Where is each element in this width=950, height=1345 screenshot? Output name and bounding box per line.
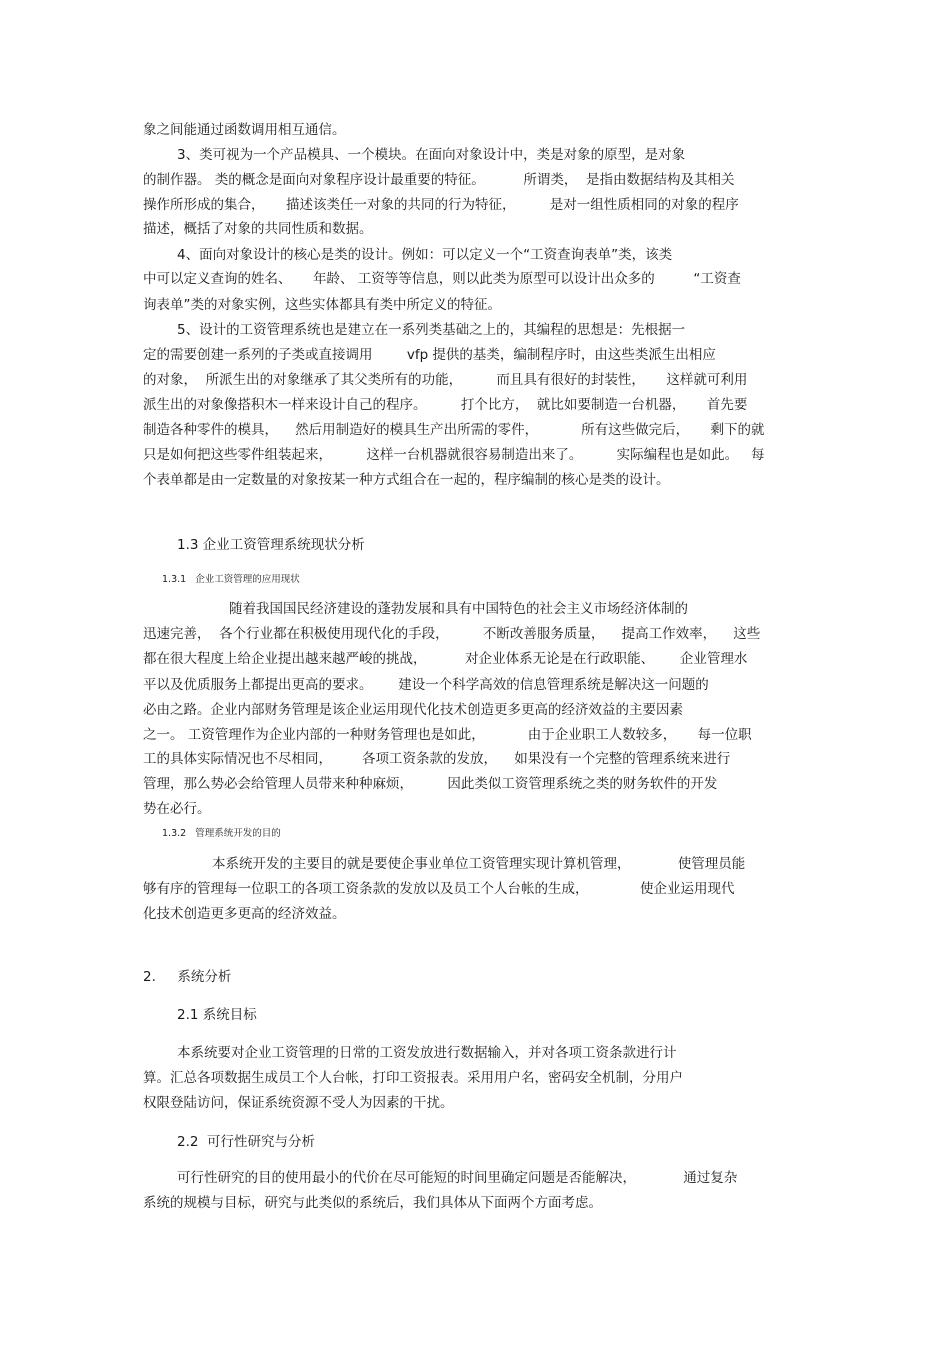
paragraph-line: 只是如何把这些零件组装起来， 这样一台机器就很容易制造出来了。 实际编程也是如此。 每 bbox=[143, 447, 765, 463]
paragraph-line: 操作所形成的集合， 描述该类任一对象的共同的行为特征， 是对一组性质相同的对象的程序 bbox=[143, 197, 739, 213]
paragraph-line: 够有序的管理每一位职工的各项工资条款的发放以及员工个人台帐的生成， 使企业运用现代 bbox=[143, 881, 735, 897]
paragraph-line: 询表单”类的对象实例，这些实体都具有类中所定义的特征。 bbox=[143, 297, 501, 313]
paragraph-line: 中可以定义查询的姓名、 年龄、 工资等等信息，则以此类为原型可以设计出众多的 “工资查 bbox=[143, 271, 741, 287]
subsection-heading: 1.3.1 企业工资管理的应用现状 bbox=[162, 574, 300, 585]
section-heading: 2.2 可行性研究与分析 bbox=[177, 1134, 316, 1150]
paragraph-line: 工的具体实际情况也不尽相同， 各项工资条款的发放， 如果没有一个完整的管理系统来进行 bbox=[143, 751, 731, 767]
paragraph-line: 的对象， 所派生出的对象继承了其父类所有的功能， 而且具有很好的封装性， 这样就可利用 bbox=[143, 372, 748, 388]
paragraph-line: 本系统要对企业工资管理的日常的工资发放进行数据输入，并对各项工资条款进行计 bbox=[177, 1045, 677, 1061]
paragraph-line: 本系统开发的主要目的就是要使企事业单位工资管理实现计算机管理， 使管理员能 bbox=[212, 856, 746, 872]
paragraph-line: 定的需要创建一系列的子类或直接调用 vfp 提供的基类，编制程序时，由这些类派生出相应 bbox=[143, 347, 716, 363]
paragraph-line: 之一。 工资管理作为企业内部的一种财务管理也是如此， 由于企业职工人数较多， 每一位职 bbox=[143, 727, 752, 743]
paragraph-line: 描述，概括了对象的共同性质和数据。 bbox=[143, 221, 373, 237]
paragraph-line: 权限登陆访问，保证系统资源不受人为因素的干扰。 bbox=[143, 1095, 454, 1111]
subsection-heading: 1.3.2 管理系统开发的目的 bbox=[162, 828, 281, 839]
section-heading: 2.1 系统目标 bbox=[177, 1007, 257, 1023]
paragraph-line: 化技术创造更多更高的经济效益。 bbox=[143, 906, 346, 922]
paragraph-line: 平以及优质服务上都提出更高的要求。 建设一个科学高效的信息管理系统是解决这一问题的 bbox=[143, 677, 709, 693]
paragraph-line: 系统的规模与目标，研究与此类似的系统后，我们具体从下面两个方面考虑。 bbox=[143, 1195, 602, 1211]
section-heading: 1.3 企业工资管理系统现状分析 bbox=[177, 537, 365, 553]
paragraph-line: 个表单都是由一定数量的对象按某一种方式组合在一起的，程序编制的核心是类的设计。 bbox=[143, 472, 670, 488]
paragraph-line: 都在很大程度上给企业提出越来越严峻的挑战， 对企业体系无论是在行政职能、 企业管理水 bbox=[143, 651, 748, 667]
paragraph-line: 制造各种零件的模具， 然后用制造好的模具生产出所需的零件， 所有这些做完后， 剩下的就 bbox=[143, 422, 765, 438]
paragraph-line: 算。汇总各项数据生成员工个人台帐，打印工资报表。采用用户名，密码安全机制，分用户 bbox=[143, 1070, 683, 1086]
paragraph-line: 迅速完善， 各个行业都在积极使用现代化的手段， 不断改善服务质量， 提高工作效率， 这些 bbox=[143, 626, 761, 642]
paragraph-line: 必由之路。企业内部财务管理是该企业运用现代化技术创造更多更高的经济效益的主要因素 bbox=[143, 702, 683, 718]
paragraph-line: 象之间能通过函数调用相互通信。 bbox=[143, 122, 346, 138]
paragraph-line: 4、面向对象设计的核心是类的设计。例如：可以定义一个“工资查询表单”类，该类 bbox=[177, 247, 673, 263]
paragraph-line: 派生出的对象像搭积木一样来设计自己的程序。 打个比方， 就比如要制造一台机器， 首先要 bbox=[143, 397, 748, 413]
paragraph-line: 随着我国国民经济建设的蓬勃发展和具有中国特色的社会主义市场经济体制的 bbox=[229, 601, 688, 617]
paragraph-line: 可行性研究的目的使用最小的代价在尽可能短的时间里确定问题是否能解决， 通过复杂 bbox=[177, 1170, 738, 1186]
chapter-heading: 2. 系统分析 bbox=[143, 969, 232, 985]
paragraph-line: 的制作器。 类的概念是面向对象程序设计最重要的特征。 所谓类， 是指由数据结构及其相关 bbox=[143, 172, 735, 188]
paragraph-line: 势在必行。 bbox=[143, 801, 211, 817]
paragraph-line: 5、设计的工资管理系统也是建立在一系列类基础之上的，其编程的思想是：先根据一 bbox=[177, 322, 686, 338]
paragraph-line: 3、类可视为一个产品模具、一个模块。在面向对象设计中，类是对象的原型，是对象 bbox=[177, 147, 686, 163]
paragraph-line: 管理，那么势必会给管理人员带来种种麻烦， 因此类似工资管理系统之类的财务软件的开发 bbox=[143, 776, 718, 792]
